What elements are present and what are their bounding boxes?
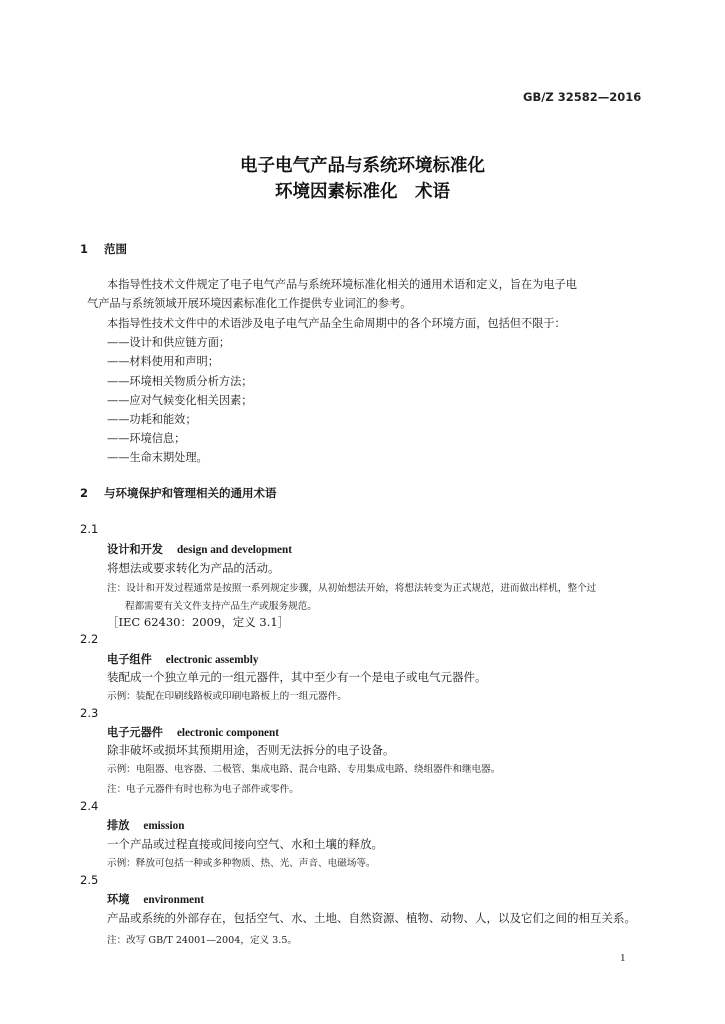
term-zh: 排放 xyxy=(107,819,130,832)
section-title: 范围 xyxy=(104,242,127,256)
term-heading xyxy=(107,651,258,667)
scope-list-item: ——应对气候变化相关因素； xyxy=(107,394,253,407)
term-note: 注：改写 GB/T 24001—2004，定义 3.5。 xyxy=(107,935,298,946)
term-heading xyxy=(107,724,279,740)
term-en: design and development xyxy=(176,544,292,556)
term-example: 示例：释放可包括一种或多种物质、热、光、声音、电磁场等。 xyxy=(107,858,376,869)
term-en: emission xyxy=(143,820,185,832)
term-note-line-1: 注：设计和开发过程通常是按照一系列规定步骤，从初始想法开始，将想法转变为正式规范，进而做出样机，整个过 xyxy=(107,583,597,594)
term-number: 2.2 xyxy=(80,632,99,646)
scope-list-item: ——功耗和能效； xyxy=(107,413,197,426)
scope-paragraph-2: 本指导性技术文件中的术语涉及电子电气产品全生命周期中的各个环境方面，包括但不限于： xyxy=(107,317,566,330)
scope-list-item: ——环境信息； xyxy=(107,432,186,445)
term-en: electronic component xyxy=(176,727,279,739)
term-number: 2.5 xyxy=(80,873,99,887)
term-example: 示例：电阻器、电容器、二极管、集成电路、混合电路、专用集成电路、绕组器件和继电器。 xyxy=(107,764,501,775)
term-number: 2.4 xyxy=(80,799,99,813)
term-definition: 将想法或要求转化为产品的活动。 xyxy=(107,561,280,575)
term-example: 示例：装配在印刷线路板或印刷电路板上的一组元器件。 xyxy=(107,691,347,702)
section-title: 与环境保护和管理相关的通用术语 xyxy=(104,486,277,500)
term-definition: 除非破坏或损坏其预期用途，否则无法拆分的电子设备。 xyxy=(107,743,395,757)
term-zh: 设计和开发 xyxy=(107,543,163,556)
term-number: 2.1 xyxy=(80,522,99,536)
term-source: ［IEC 62430：2009，定义 3.1］ xyxy=(107,615,290,629)
term-en: electronic assembly xyxy=(165,654,259,666)
term-heading xyxy=(107,891,204,907)
term-definition: 一个产品或过程直接或间接向空气、水和土壤的释放。 xyxy=(107,837,383,851)
term-definition: 装配成一个独立单元的一组元器件，其中至少有一个是电子或电气元器件。 xyxy=(107,670,487,684)
term-en: environment xyxy=(143,894,205,906)
term-zh: 环境 xyxy=(107,893,130,906)
term-zh: 电子元器件 xyxy=(107,726,163,739)
section-number: 1 xyxy=(80,242,89,256)
page-number: 1 xyxy=(620,952,626,964)
term-heading xyxy=(107,817,184,833)
term-note-line-2: 程都需要有关文件支持产品生产或服务规范。 xyxy=(125,601,317,612)
document-title-line1: 电子电气产品与系统环境标准化 xyxy=(240,156,485,176)
term-heading xyxy=(107,541,292,557)
scope-list-item: ——材料使用和声明； xyxy=(107,355,219,368)
scope-list-item: ——设计和供应链方面； xyxy=(107,336,231,349)
scope-list-item: ——环境相关物质分析方法； xyxy=(107,375,253,388)
section-number: 2 xyxy=(80,486,89,500)
term-zh: 电子组件 xyxy=(107,653,152,666)
section-2-heading xyxy=(80,485,277,501)
term-definition: 产品或系统的外部存在，包括空气、水、土地、自然资源、植物、动物、人，以及它们之间的相互关系。 xyxy=(107,911,636,925)
section-1-heading xyxy=(80,241,127,257)
scope-paragraph-1-line-2: 气产品与系统领域开展环境因素标准化工作提供专业词汇的参考。 xyxy=(87,297,412,310)
scope-paragraph-1-line-1: 本指导性技术文件规定了电子电气产品与系统环境标准化相关的通用术语和定义，旨在为电子电 xyxy=(107,278,577,291)
term-number: 2.3 xyxy=(80,706,99,720)
scope-list-item: ——生命末期处理。 xyxy=(107,451,208,464)
term-note: 注：电子元器件有时也称为电子部件或零件。 xyxy=(107,784,299,795)
document-title-line2: 环境因素标准化 术语 xyxy=(275,182,450,202)
standard-code: GB/Z 32582—2016 xyxy=(523,90,642,104)
